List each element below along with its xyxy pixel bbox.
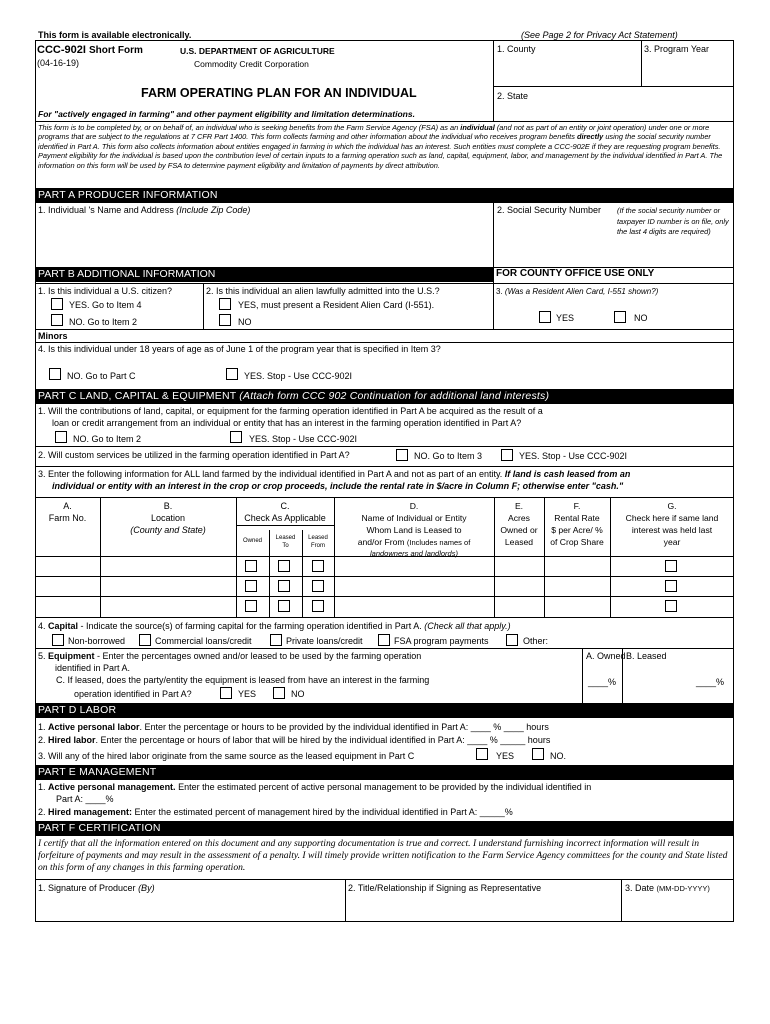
active-management-pct: Part A: ____% bbox=[56, 794, 114, 804]
col-c-leased-to: Leased To bbox=[275, 535, 296, 549]
equipment-lease-question-cont: operation identified in Part A? bbox=[74, 689, 192, 699]
minor-question: 4. Is this individual under 18 years of age as of June 1 of the program year that is specified in Item 3? bbox=[38, 344, 441, 354]
loan-no-label: NO. Go to Item 2 bbox=[73, 434, 142, 444]
custom-yes-checkbox[interactable] bbox=[501, 449, 513, 461]
loan-no-checkbox[interactable] bbox=[55, 431, 67, 443]
row2-owned-checkbox[interactable] bbox=[245, 580, 257, 592]
alien-no-label: NO bbox=[238, 317, 252, 327]
minor-no-label: NO. Go to Part C bbox=[67, 371, 136, 381]
capital-other-checkbox[interactable] bbox=[506, 634, 518, 646]
ssn-label: 2. Social Security Number bbox=[497, 205, 602, 215]
labor-source-no-checkbox[interactable] bbox=[532, 748, 544, 760]
capital-question: 4. Capital - Indicate the source(s) of farming capital for the farming operation identified in Part A. (Check all that apply.) bbox=[38, 621, 511, 631]
equipment-lease-question: C. If leased, does the party/entity the equipment is leased from have an interest in the farming bbox=[56, 675, 430, 685]
labor-source-yes-checkbox[interactable] bbox=[476, 748, 488, 760]
col-f-header: F. Rental Rate $ per Acre/ % of Crop Share bbox=[550, 501, 604, 547]
intro-heading: For "actively engaged in farming" and other payment eligibility and limitation determinations. bbox=[38, 109, 415, 119]
capital-nonborrowed-label: Non-borrowed bbox=[68, 636, 126, 646]
row1-same-land-checkbox[interactable] bbox=[665, 560, 677, 572]
labor-source-yes-label: YES bbox=[496, 751, 515, 761]
signature-field[interactable]: 1. Signature of Producer (By) bbox=[38, 883, 155, 893]
capital-private-label: Private loans/credit bbox=[286, 636, 363, 646]
labor-source-question: 3. Will any of the hired labor originate from the same source as the leased equipment in Part C bbox=[38, 751, 415, 761]
electronic-note: This form is available electronically. bbox=[38, 30, 192, 40]
capital-fsa-label: FSA program payments bbox=[394, 636, 489, 646]
row3-leased-from-checkbox[interactable] bbox=[312, 600, 324, 612]
capital-fsa-checkbox[interactable] bbox=[378, 634, 390, 646]
alien-question: 2. Is this individual an alien lawfully admitted into the U.S.? bbox=[206, 286, 440, 296]
equipment-yes-label: YES bbox=[238, 689, 257, 699]
custom-yes-label: YES. Stop - Use CCC-902I bbox=[519, 451, 628, 461]
citizen-yes-label: YES. Go to Item 4 bbox=[69, 300, 142, 310]
intro-paragraph: This form is to be completed by, or on behalf of, an individual who is seeking benefits from the Farm Service Agency (FSA) as an individual (and not as part of an entity or joint operation) under one or more programs that are subject to the regulations at 7 CFR Part 1400. This form collects farming and other information about the individual who receives program benefits directly using the social security number identified in Part A. This form also collects information about entities engaged in farming in which the individual has an interest. Such entities must complete a CCC-902E if they are requesting program benefits. Payment eligibility for the individual is based upon the contribution level of certain inputs to a farming operation such as land, capital, equipment, labor, and management by the individual identified in Part A. The information on this form will be used by FSA to determine payment eligibility and limitation of payments by direct attribution. bbox=[38, 123, 723, 170]
form-date: (04-16-19) bbox=[37, 58, 80, 68]
equipment-question: 5. Equipment - Enter the percentages owned and/or leased to be used by the farming operation bbox=[38, 651, 422, 661]
loan-question-cont: loan or credit arrangement from an individual or entity that has an interest in the farming operation identified in Part A? bbox=[52, 418, 522, 428]
state-field[interactable]: 2. State bbox=[497, 91, 529, 101]
county-office-use: FOR COUNTY OFFICE USE ONLY bbox=[496, 268, 655, 279]
part-d-header: PART D LABOR bbox=[35, 703, 734, 718]
row3-owned-checkbox[interactable] bbox=[245, 600, 257, 612]
col-c-leased-from: Leased From bbox=[308, 535, 328, 549]
custom-no-checkbox[interactable] bbox=[396, 449, 408, 461]
name-address-label: 1. Individual 's Name and Address (Include Zip Code) bbox=[38, 205, 251, 215]
equipment-leased-pct[interactable]: ____% bbox=[696, 677, 725, 687]
col-d-header: D. Name of Individual or Entity Whom Land is Leased to and/or From (Includes names of landowners and landlords) bbox=[357, 501, 471, 558]
col-e-header: E. Acres Owned or Leased bbox=[500, 501, 538, 547]
card-no-label: NO bbox=[634, 313, 648, 323]
land-instruction-cont: individual or entity with an interest in the crop or crop proceeds, include the rental rate in $/acre in Column F; otherwise enter "cash." bbox=[52, 481, 624, 491]
loan-yes-checkbox[interactable] bbox=[230, 431, 242, 443]
row3-same-land-checkbox[interactable] bbox=[665, 600, 677, 612]
equipment-yes-checkbox[interactable] bbox=[220, 687, 232, 699]
col-g-header: G. Check here if same land interest was held last year bbox=[625, 501, 719, 547]
card-yes-checkbox[interactable] bbox=[539, 311, 551, 323]
part-b-header: PART B ADDITIONAL INFORMATION bbox=[35, 267, 494, 282]
col-b-header: B. Location (County and State) bbox=[130, 501, 206, 535]
date-field[interactable]: 3. Date (MM-DD-YYYY) bbox=[625, 883, 710, 893]
alien-yes-label: YES, must present a Resident Alien Card (I-551). bbox=[238, 300, 435, 310]
capital-other-label: Other: bbox=[523, 636, 549, 646]
equipment-leased-label: B. Leased bbox=[626, 651, 667, 661]
col-c-owned: Owned bbox=[242, 538, 262, 544]
card-shown-question: 3. (Was a Resident Alien Card, I-551 shown?) bbox=[496, 287, 659, 296]
card-no-checkbox[interactable] bbox=[614, 311, 626, 323]
equipment-owned-label: A. Owned bbox=[586, 651, 626, 661]
row1-leased-from-checkbox[interactable] bbox=[312, 560, 324, 572]
capital-nonborrowed-checkbox[interactable] bbox=[52, 634, 64, 646]
citizen-no-checkbox[interactable] bbox=[51, 314, 63, 326]
county-field[interactable]: 1. County bbox=[497, 44, 536, 54]
card-yes-label: YES bbox=[556, 313, 575, 323]
ssn-hint: (If the social security number or taxpayer ID number is on file, only the last 4 digits are required) bbox=[617, 206, 729, 236]
minor-yes-checkbox[interactable] bbox=[226, 368, 238, 380]
certification-text: I certify that all the information entered on this document and any supporting documentation is true and correct. I understand furnishing incorrect information will result in forfeiture of payments and may result in the assessment of a penalty. I will timely provide written notification to the Farm Service Agency committees for the county and State listed on this form of any changes in this farming operation. bbox=[38, 838, 728, 874]
equipment-question-cont: identified in Part A. bbox=[55, 663, 131, 673]
agency-name: Commodity Credit Corporation bbox=[194, 59, 309, 69]
row3-leased-to-checkbox[interactable] bbox=[278, 600, 290, 612]
program-year-field[interactable]: 3. Program Year bbox=[644, 44, 710, 54]
row1-leased-to-checkbox[interactable] bbox=[278, 560, 290, 572]
equipment-owned-pct[interactable]: ____% bbox=[588, 677, 617, 687]
part-c-header: PART C LAND, CAPITAL & EQUIPMENT (Attach form CCC 902 Continuation for additional land interests) bbox=[35, 389, 734, 404]
row2-leased-to-checkbox[interactable] bbox=[278, 580, 290, 592]
hired-management-line: 2. Hired management: Enter the estimated percent of management hired by the individual identified in Part A: _____% bbox=[38, 807, 513, 817]
citizen-no-label: NO. Go to Item 2 bbox=[69, 317, 138, 327]
minor-no-checkbox[interactable] bbox=[49, 368, 61, 380]
row1-owned-checkbox[interactable] bbox=[245, 560, 257, 572]
equipment-no-label: NO bbox=[291, 689, 305, 699]
land-instruction: 3. Enter the following information for ALL land farmed by the individual identified in Part A and not as part of an entity. If land is cash leased from an bbox=[38, 469, 631, 479]
minor-yes-label: YES. Stop - Use CCC-902I bbox=[244, 371, 353, 381]
capital-private-checkbox[interactable] bbox=[270, 634, 282, 646]
personal-labor-line: 1. Active personal labor. Enter the percentage or hours to be provided by the individual identified in Part A: ____ % ____ hours bbox=[38, 722, 549, 732]
hired-labor-line: 2. Hired labor. Enter the percentage or hours of labor that will be hired by the individual identified in Part A: ____ % _____ hours bbox=[38, 735, 551, 745]
active-management-line: 1. Active personal management. Enter the estimated percent of active personal management to be provided by the individual identified in bbox=[38, 782, 592, 792]
part-a-header: PART A PRODUCER INFORMATION bbox=[35, 188, 734, 203]
part-e-header: PART E MANAGEMENT bbox=[35, 765, 734, 780]
form-title: FARM OPERATING PLAN FOR AN INDIVIDUAL bbox=[141, 86, 417, 100]
col-c-header: C. Check As Applicable bbox=[244, 501, 326, 523]
alien-yes-checkbox[interactable] bbox=[219, 298, 231, 310]
labor-source-no-label: NO. bbox=[550, 751, 567, 761]
minors-label: Minors bbox=[38, 331, 68, 341]
row2-same-land-checkbox[interactable] bbox=[665, 580, 677, 592]
citizen-question: 1. Is this individual a U.S. citizen? bbox=[38, 286, 173, 296]
title-relationship-field[interactable]: 2. Title/Relationship if Signing as Representative bbox=[348, 883, 542, 893]
part-f-header: PART F CERTIFICATION bbox=[35, 821, 734, 836]
capital-commercial-label: Commercial loans/credit bbox=[155, 636, 252, 646]
alien-no-checkbox[interactable] bbox=[219, 314, 231, 326]
citizen-yes-checkbox[interactable] bbox=[51, 298, 63, 310]
form-id: CCC-902I Short Form bbox=[37, 44, 143, 56]
col-a-header: A. Farm No. bbox=[48, 501, 87, 523]
custom-services-question: 2. Will custom services be utilized in the farming operation identified in Part A? bbox=[38, 450, 350, 460]
row2-leased-from-checkbox[interactable] bbox=[312, 580, 324, 592]
capital-commercial-checkbox[interactable] bbox=[139, 634, 151, 646]
equipment-no-checkbox[interactable] bbox=[273, 687, 285, 699]
loan-question: 1. Will the contributions of land, capital, or equipment for the farming operation identified in Part A be acquired as the result of a bbox=[38, 406, 543, 416]
custom-no-label: NO. Go to Item 3 bbox=[414, 451, 483, 461]
dept-name: U.S. DEPARTMENT OF AGRICULTURE bbox=[180, 46, 335, 56]
loan-yes-label: YES. Stop - Use CCC-902I bbox=[249, 434, 358, 444]
privacy-note: (See Page 2 for Privacy Act Statement) bbox=[521, 30, 678, 40]
